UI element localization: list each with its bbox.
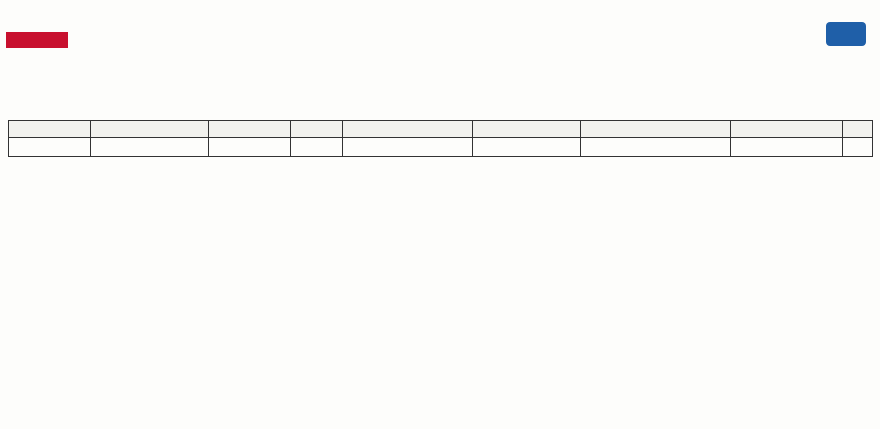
table-cell: [731, 138, 843, 157]
list-item: [8, 209, 872, 228]
table-cell: [343, 138, 473, 157]
header-cell: [291, 121, 343, 138]
table-cell: [843, 138, 873, 157]
list-item: [8, 361, 872, 380]
list-item: [8, 190, 872, 209]
list-item: [8, 399, 872, 418]
list-item: [8, 304, 872, 323]
conditions-list: [8, 190, 872, 420]
list-item: [8, 342, 872, 361]
header-cell: [473, 121, 581, 138]
water-company-icon: [826, 22, 866, 46]
header-cell: [843, 121, 873, 138]
list-item: [8, 285, 872, 304]
header-cell: [343, 121, 473, 138]
list-item: [8, 266, 872, 285]
table-cell: [9, 138, 91, 157]
table-header-row: [9, 121, 873, 138]
list-item: [8, 247, 872, 266]
page-title: [180, 4, 700, 54]
header-cell: [209, 121, 291, 138]
table-cell: [473, 138, 581, 157]
list-item: [8, 380, 872, 399]
list-item: [8, 323, 872, 342]
table-cell: [581, 138, 731, 157]
intro: [8, 64, 872, 118]
logo: [800, 4, 870, 56]
header-cell: [581, 121, 731, 138]
table-cell: [91, 138, 209, 157]
header-cell: [731, 121, 843, 138]
edition-banner: [6, 32, 68, 48]
header-cell: [9, 121, 91, 138]
header-cell: [91, 121, 209, 138]
table-cell: [209, 138, 291, 157]
list-item: [8, 228, 872, 247]
table-cell: [291, 138, 343, 157]
tender-table: [8, 120, 873, 157]
table-row: [9, 138, 873, 157]
